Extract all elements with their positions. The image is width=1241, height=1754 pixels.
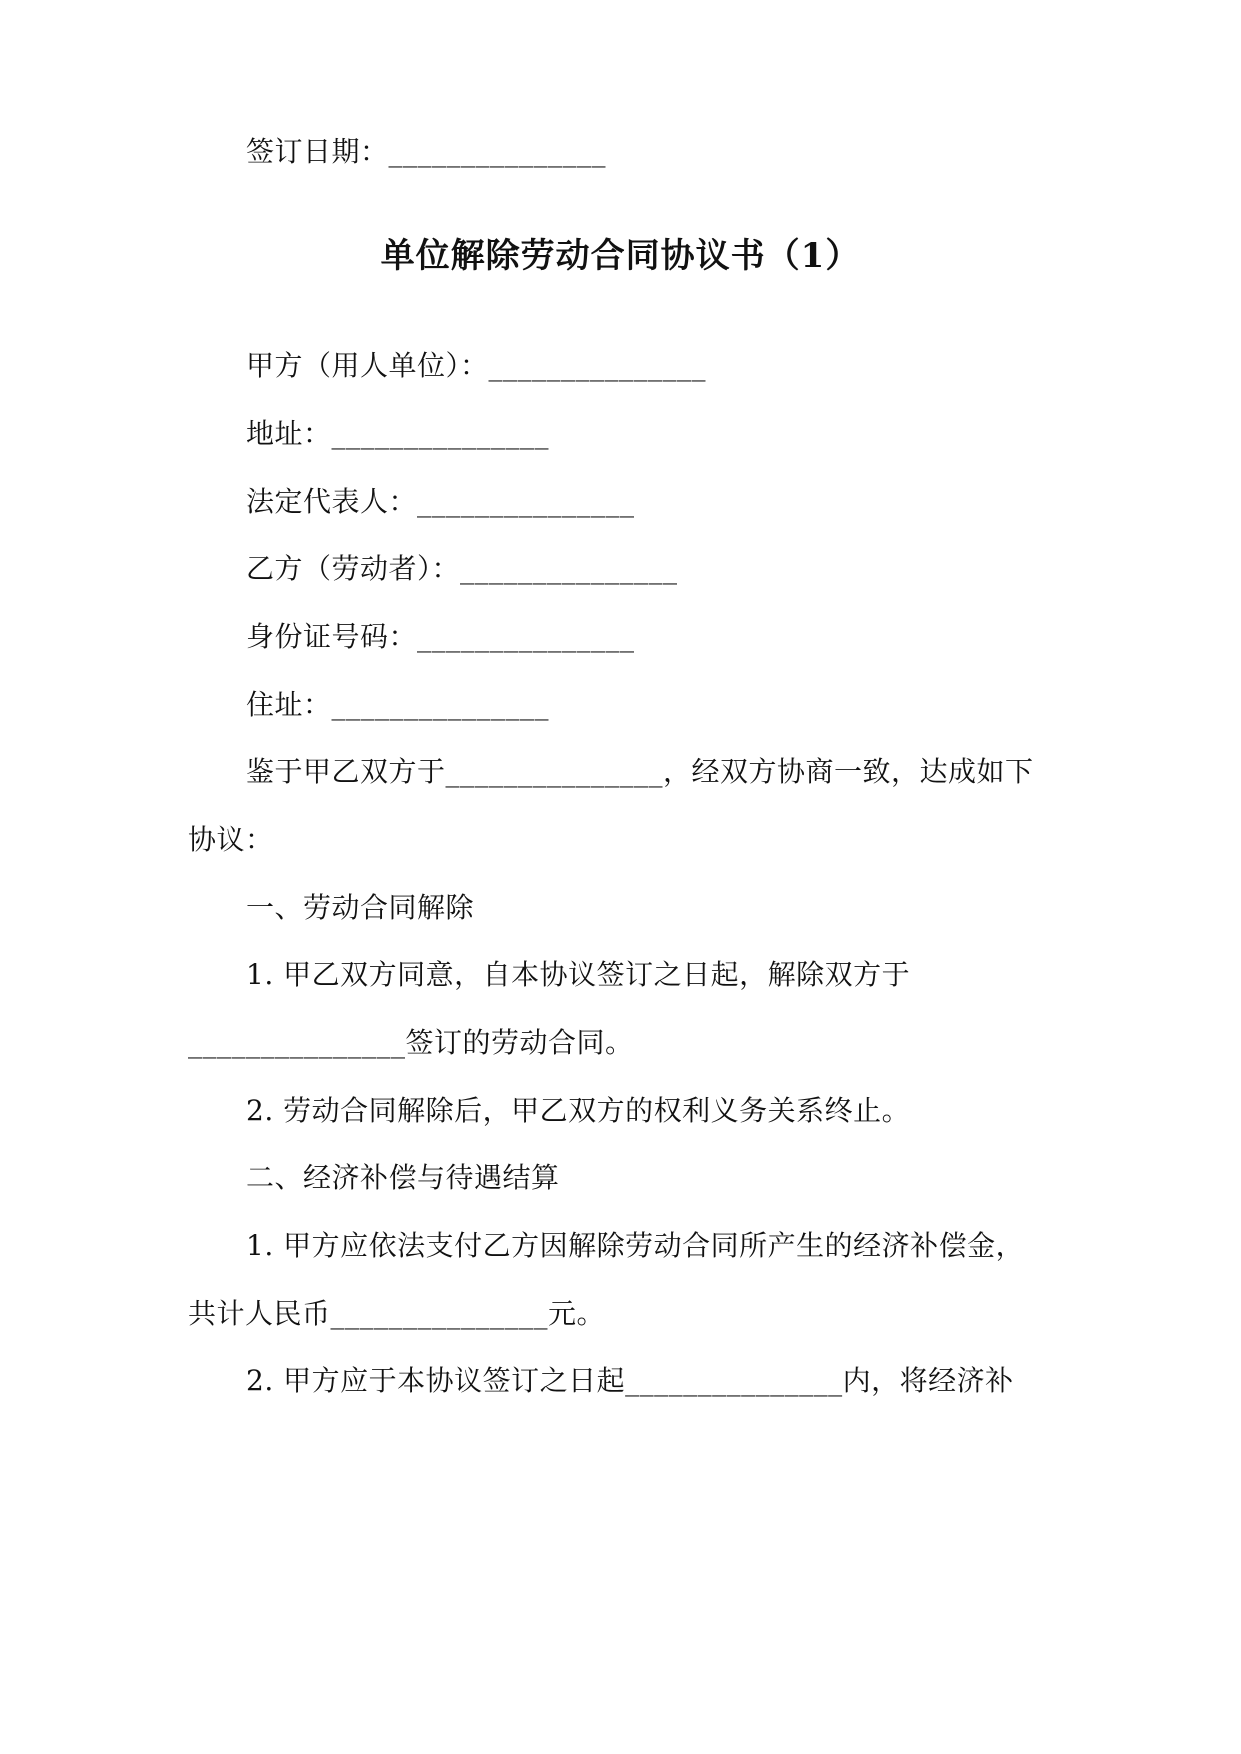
section-2-item-1-line-2: 共计人民币_______________元。	[188, 1297, 606, 1330]
section-1-item-2: 2. 劳动合同解除后，甲乙双方的权利义务关系终止。	[246, 1094, 911, 1127]
section-1-heading: 一、劳动合同解除	[246, 891, 475, 924]
section-1-item-1-line-1: 1. 甲乙双方同意，自本协议签订之日起，解除双方于	[246, 958, 911, 991]
party-a-line: 甲方（用人单位）：_______________	[246, 349, 707, 382]
section-1-item-1-line-2: _______________签订的劳动合同。	[188, 1026, 634, 1059]
id-number-line: 身份证号码：_______________	[246, 620, 635, 653]
address-line: 地址：_______________	[246, 417, 550, 450]
section-2-item-2-line-1: 2. 甲方应于本协议签订之日起_______________内，将经济补	[246, 1364, 1014, 1397]
residence-line: 住址：_______________	[246, 688, 550, 721]
party-b-line: 乙方（劳动者）：_______________	[246, 552, 678, 585]
document-title: 单位解除劳动合同协议书（1）	[380, 236, 861, 276]
legal-representative-line: 法定代表人：_______________	[246, 485, 635, 518]
section-2-item-1-line-1: 1. 甲方应依法支付乙方因解除劳动合同所产生的经济补偿金，	[246, 1229, 1025, 1262]
sign-date-line: 签订日期：_______________	[246, 135, 607, 168]
preamble-line-1: 鉴于甲乙双方于_______________，经双方协商一致，达成如下	[246, 755, 1034, 788]
section-2-heading: 二、经济补偿与待遇结算	[246, 1161, 560, 1194]
preamble-line-2: 协议：	[188, 823, 274, 856]
